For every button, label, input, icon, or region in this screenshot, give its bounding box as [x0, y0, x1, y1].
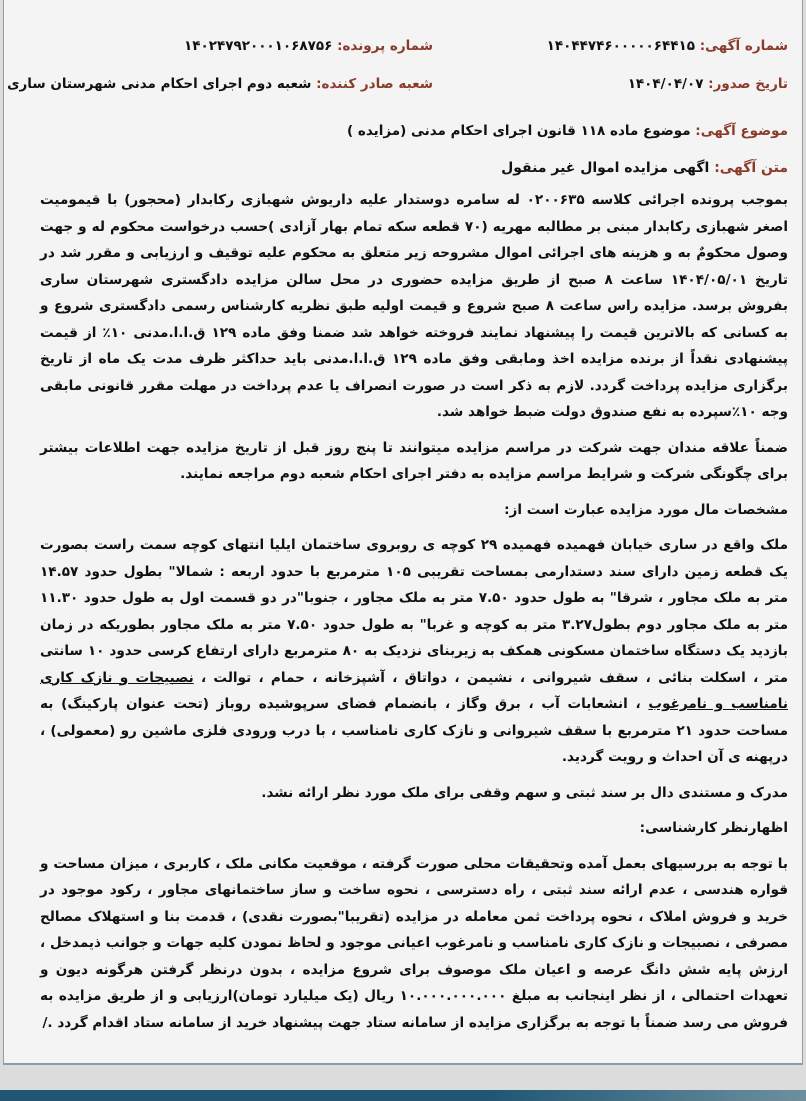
issuer-value: شعبه دوم اجرای احکام مدنی شهرستان ساری: [7, 76, 312, 92]
expert-opinion-heading: اظهارنظر کارشناسی:: [639, 820, 788, 836]
property-text-underlined: نصبیجات و نازک کاری نامناسب و نامرغوب: [40, 669, 788, 712]
announcement-body: [40, 187, 788, 1036]
text-title-field: [501, 160, 788, 176]
subject-field: [347, 123, 788, 139]
ad-number-value: ۱۴۰۴۴۷۴۶۰۰۰۰۰۶۴۴۱۵: [546, 38, 695, 54]
issue-date-label: تاریخ صدور:: [708, 76, 788, 92]
issuer-field: [7, 76, 433, 92]
text-title: اگهی مزایده اموال غیر منقول: [501, 160, 710, 176]
expert-opinion-text: با توجه به بررسیهای بعمل آمده وتحقیقات محلی صورت گرفته ، موقعیت مکانی ملک ، کاربری ، میزان مساحت و قواره هندسی ، عدم ارائه سند ثبتی ، راه دسترسی ، نحوه ساخت و ساز ساختمانهای مجاور ، رکود موجود در خرید و فروش املاک ، نحوه پرداخت ثمن معامله در مزایده (تقریبا"بصورت نقدی) ، قدمت بنا و استهلاک مصالح مصرفی ، نصبیجات و نازک کاری نامناسب و نامرغوب اعیانی موجود و لحاظ نمودن کلیه جهات و جوانب ذیمدخل ، ارزش پایه شش دانگ عرصه و اعیان ملک موصوف برای شروع مزایده ، بدون درنظر گرفتن هرگونه دیون و تعهدات احتمالی ، از نظر اینجانب به مبلغ ۱۰.۰۰۰.۰۰۰.۰۰۰ ریال (یک میلیارد تومان)ارزیابی و از طریق مزایده به فروش می رسد ضمناً با توجه به برگزاری مزایده از سامانه ستاد جهت پیشنهاد خرید از سامانه ستاد اقدام گردد ./: [40, 855, 788, 1031]
issuer-label: شعبه صادر کننده:: [316, 76, 433, 92]
subject-value: موضوع ماده ۱۱۸ قانون اجرای احکام مدنی (مزایده ): [347, 123, 691, 139]
property-description: [40, 532, 788, 771]
subject-label: موضوع آگهی:: [695, 123, 788, 139]
text-label: متن آگهی:: [714, 160, 788, 176]
case-number-value: ۱۴۰۲۴۷۹۲۰۰۰۱۰۶۸۷۵۶: [184, 38, 333, 54]
property-text-1: ملک واقع در ساری خیابان فهمیده فهمیده ۲۹ کوچه ی روبروی ساختمان ایلیا انتهای کوچه سمت راست بصورت یک قطعه زمین دارای سند دستدارمی بمساحت تقریبی ۱۰۵ مترمربع با حدود اربعه : شمالا" بطول حدود ۱۴.۵۷ متر به ملک مجاور ، شرقا" به طول حدود ۷.۵۰ متر به ملک مجاور ، جنوبا"در دو قسمت اول به طول حدود ۱۱.۳۰ متر به ملک مجاور دوم بطول۳.۲۷ متر به کوچه و غربا" به طول حدود ۷.۵۰ متر به ملک مجاور بطوریکه در زمان بازدید یک دستگاه ساختمان مسکونی همکف به زیربنای نزدیک به ۸۰ مترمربع دارای ارتفاع کرسی حدود ۱۰ سانتی متر ، اسکلت بنائی ، سقف شیروانی ، نشیمن ، دواتاق ، آشپزخانه ، حمام ، توالت ،: [40, 537, 788, 686]
property-heading: مشخصات مال مورد مزایده عبارت است از:: [504, 501, 788, 518]
participation-paragraph: ضمناً علاقه مندان جهت شرکت در مراسم مزایده میتوانند تا پنج روز قبل از تاریخ مزایده جهت اطلاعات بیشتر برای چگونگی شرکت و شرایط مراسم مزایده به دفتر اجرای احکام شعبه دوم مراجعه نمایند.: [40, 439, 788, 482]
issue-date-field: [628, 76, 788, 92]
case-number-label: شماره پرونده:: [337, 38, 433, 54]
documents-note: مدرک و مستندی دال بر سند ثبتی و سهم وقفی برای ملک مورد نظر ارائه نشد.: [261, 784, 788, 801]
document-panel: [3, 0, 803, 1065]
case-number-field: [184, 38, 433, 54]
ad-number-field: [547, 38, 788, 54]
issue-date-value: ۱۴۰۴/۰۴/۰۷: [627, 76, 704, 92]
auction-paragraph: بموجب پرونده اجرائی کلاسه ۰۲۰۰۶۳۵ له سامره دوستدار علیه داریوش شهبازی رکابدار (محجور) با قیمومیت اصغر شهبازی رکابدار مبنی بر مطالبه مهریه (۷۰ قطعه سکه تمام بهار آزادی )حسب درخواست محکوم له و جهت وصول محکومٌ به و هزینه های اجرائی اموال مشروحه زیر متعلق به محکوم علیه توقیف و ارزیابی و مقرر شد در تاریخ ۱۴۰۴/۰۵/۰۱ ساعت ۸ صبح از طریق مزایده حضوری در محل سالن مزایده دادگستری شهرستان ساری بفروش برسد. مزایده راس ساعت ۸ صبح شروع و قیمت اولیه طبق نظریه کارشناس رسمی دادگستری شروع و به کسانی که بالاترین قیمت را پیشنهاد نمایند فروخته خواهد شد ضمنا وفق ماده ۱۲۹ ق.ا.ا.مدنی ۱۰٪ از قیمت پیشنهادی نقداً از برنده مزایده اخذ ومابقی وفق ماده ۱۲۹ ق.ا.ا.مدنی باید حداکثر ظرف مدت یک ماه از تاریخ برگزاری مزایده پرداخت گردد. لازم به ذکر است در صورت انصراف یا عدم پرداخت در مهلت مقرر قانونی مابقی وجه ۱۰٪سپرده به نفع صندوق دولت ضبط خواهد شد.: [40, 192, 788, 420]
taskbar-strip: [0, 1090, 806, 1101]
property-text-2: ، انشعابات آب ، برق وگاز ، بانضمام فضای سرپوشیده روباز (تحت عنوان پارکینگ) به مساحت حدود ۲۱ مترمربع با سقف شیروانی و نازک کاری نامناسب ، با درب ورودی فلزی ماشین رو (معمولی) ، درپهنه ی آن احداث و رویت گردید.: [40, 696, 788, 765]
ad-number-label: شماره آگهی:: [699, 38, 788, 54]
